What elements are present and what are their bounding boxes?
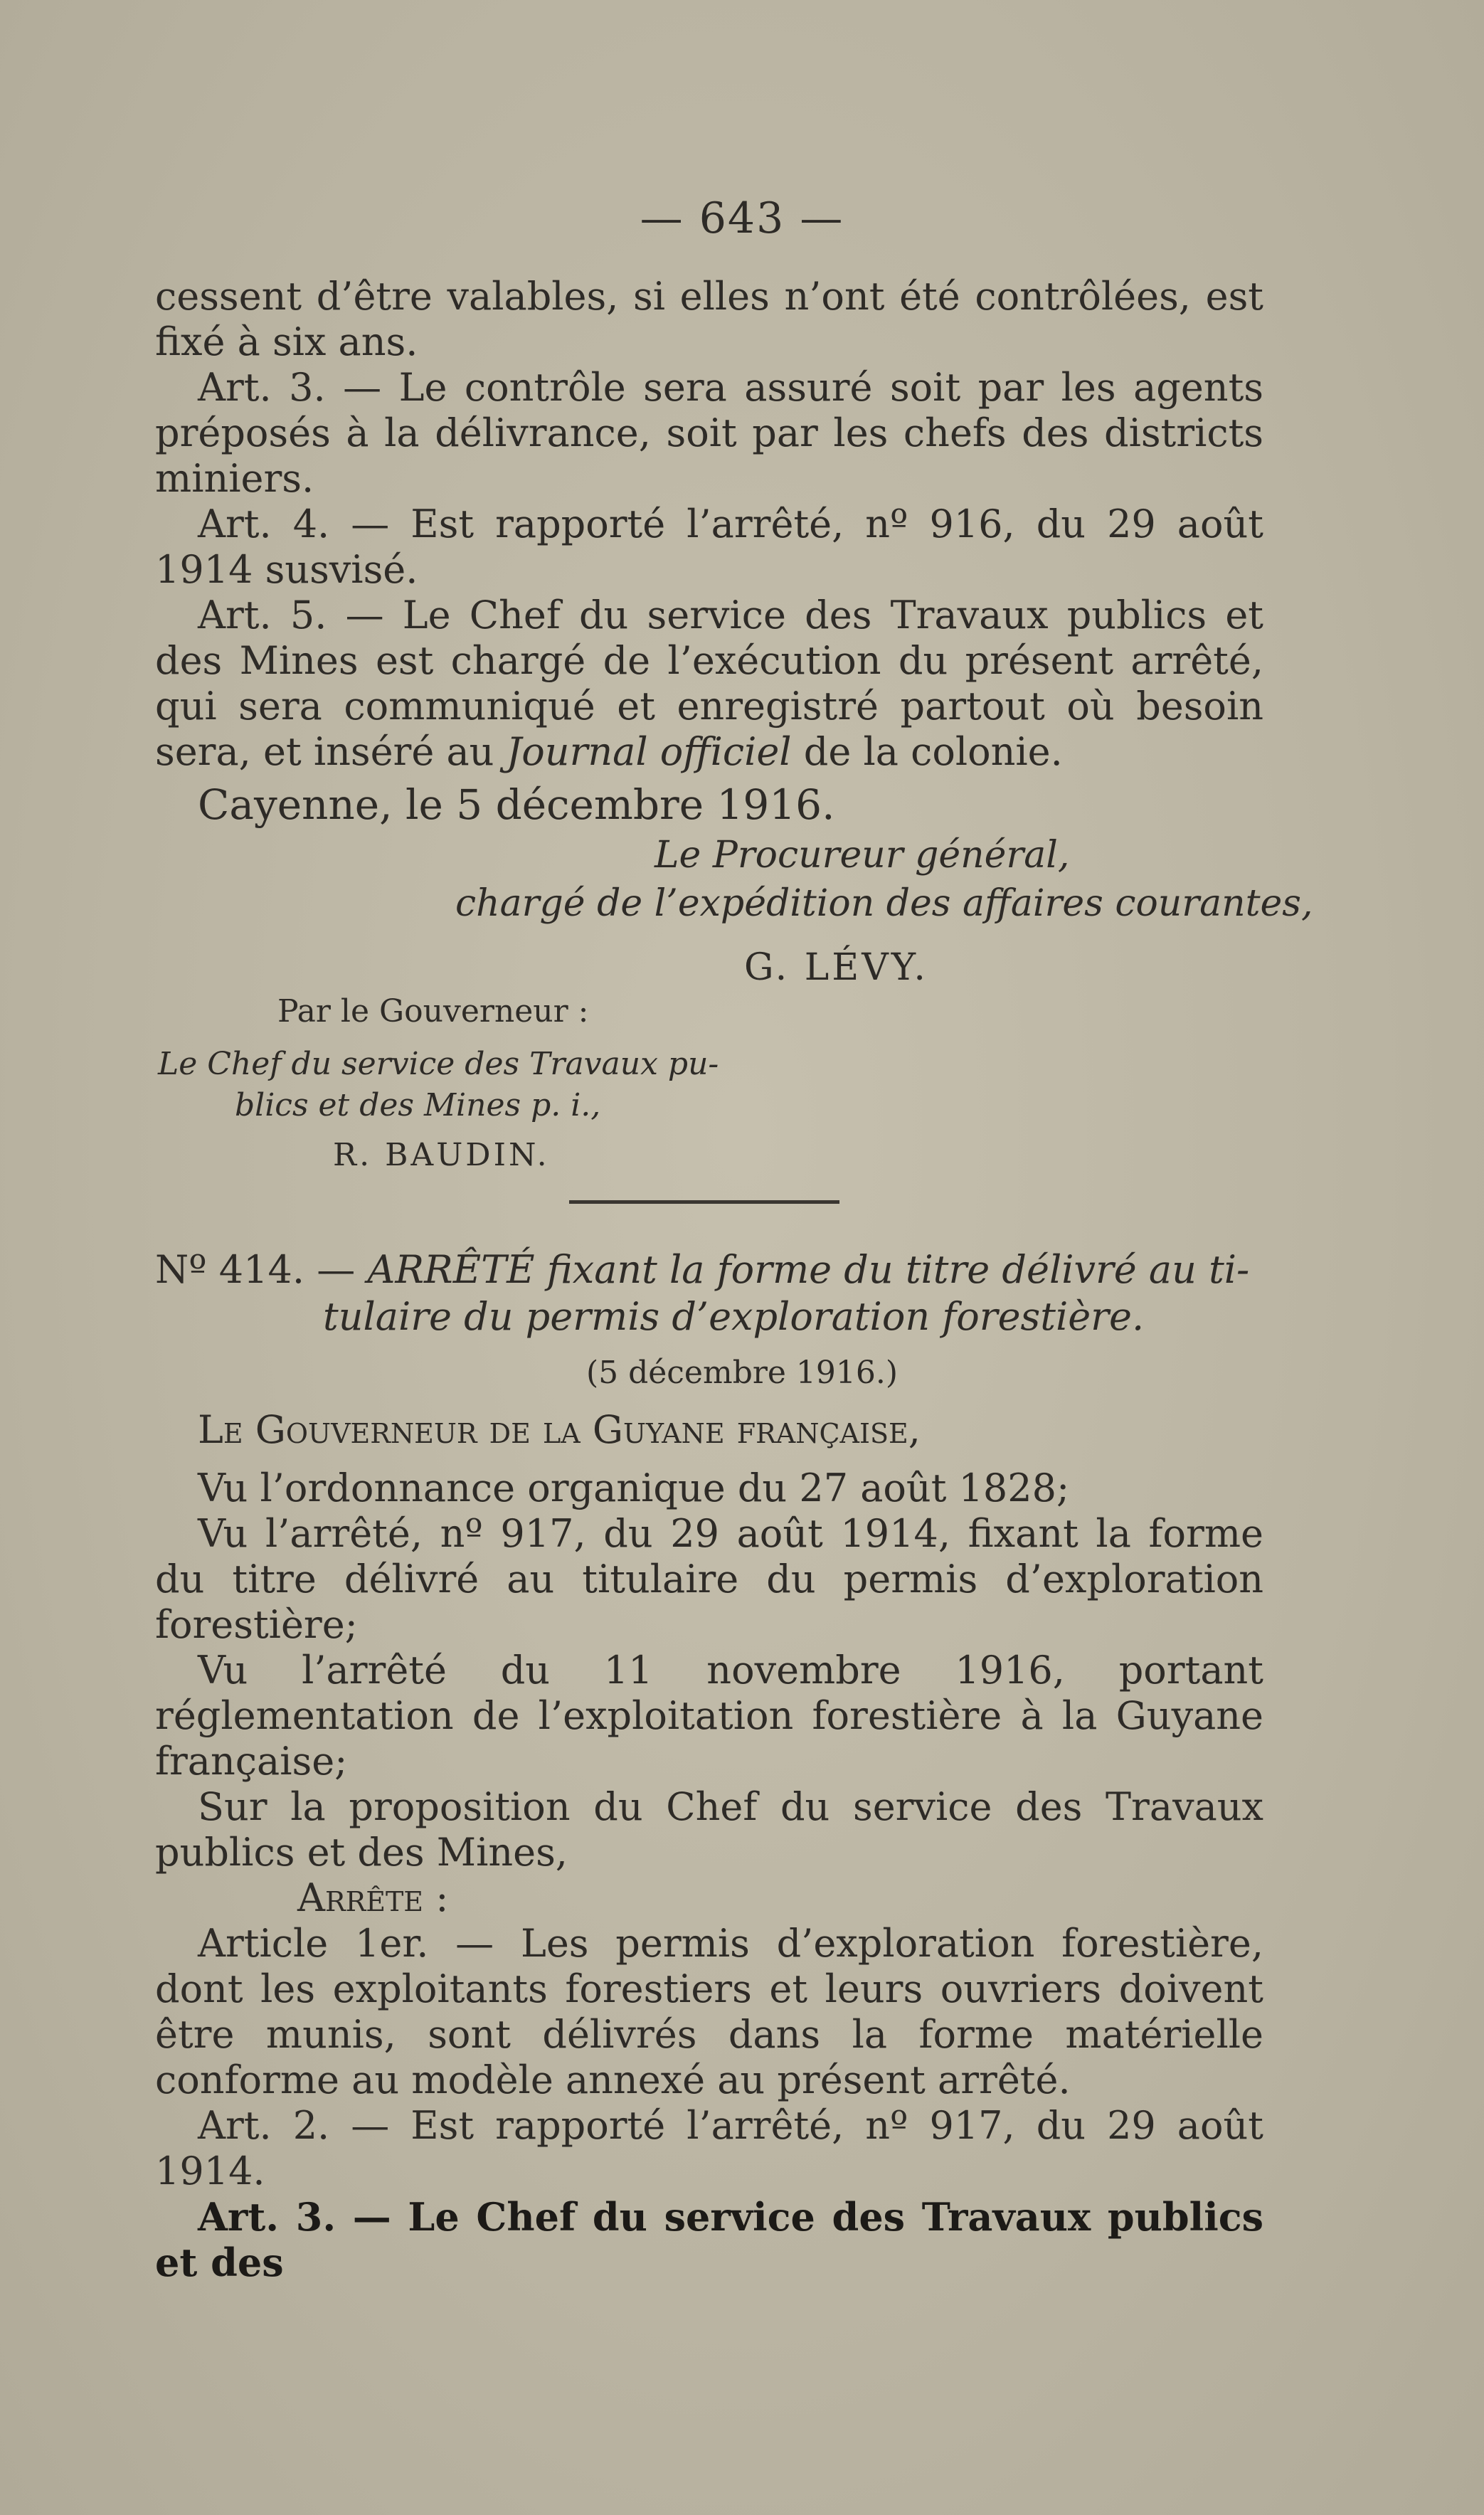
paragraph-art5 — [155, 593, 1263, 775]
signature-left-line1: Le Chef du service des Travaux pu- — [158, 1046, 719, 1082]
section-divider — [569, 1200, 839, 1204]
journal-officiel: Journal officiel — [506, 729, 792, 774]
signature-left-line2: blics et des Mines p. i., — [235, 1087, 601, 1123]
decree-number: Nº 414. — — [155, 1247, 356, 1292]
article-2: Art. 2. — Est rapporté l’arrêté, nº 917, du 29 août 1914. — [155, 2103, 1263, 2193]
signature-left-par: Par le Gouverneur : — [277, 993, 589, 1029]
decree-title-line1: ARRÊTÉ fixant la forme du titre délivré au ti- — [367, 1247, 1250, 1292]
decree-title-line2: tulaire du permis d’exploration forestière. — [323, 1294, 1145, 1339]
signature-right-name: G. LÉVY. — [744, 946, 928, 989]
decree-header — [155, 1246, 1263, 1340]
page-number: — 643 — — [640, 194, 844, 243]
article-3: Art. 3. — Le Chef du service des Travaux publics et des — [155, 2194, 1263, 2285]
vu-ordonnance: Vu l’ordonnance organique du 27 août 1828; — [198, 1466, 1070, 1510]
art5-end: de la colonie. — [791, 729, 1063, 774]
top-text-block — [155, 274, 1263, 827]
decree-date: (5 décembre 1916.) — [585, 1355, 899, 1391]
signature-right-subtitle: chargé de l’expédition des affaires courantes, — [455, 882, 1313, 925]
art5-text: Art. 5. — Le Chef du service des Travaux publics et des Mines est chargé de l’exécution du présent arrêté, qui sera communiqué et enregistré partout où besoin sera, et inséré au — [155, 593, 1263, 774]
governor-line: Le Gouverneur de la Guyane française, — [198, 1407, 921, 1452]
vu-arrete-11-novembre: Vu l’arrêté du 11 novembre 1916, portant réglementation de l’exploitation forestière à la Guyane française; — [155, 1648, 1263, 1784]
paragraph-art3: Art. 3. — Le contrôle sera assuré soit par les agents préposés à la délivrance, soit par les chefs des districts miniers. — [155, 365, 1263, 501]
paragraph-art4: Art. 4. — Est rapporté l’arrêté, nº 916, du 29 août 1914 susvisé. — [155, 502, 1263, 592]
sur-la-proposition: Sur la proposition du Chef du service des Travaux publics et des Mines, — [155, 1784, 1263, 1875]
vu-arrete-917: Vu l’arrêté, nº 917, du 29 août 1914, fixant la forme du titre délivré au titulaire du permis d’exploration forestière; — [155, 1511, 1263, 1647]
paragraph-continuation: cessent d’être valables, si elles n’ont été contrôlées, est fixé à six ans. — [155, 274, 1263, 364]
decree-body — [155, 1407, 1263, 2285]
signature-right-title: Le Procureur général, — [654, 834, 1070, 877]
signature-left-name: R. BAUDIN. — [333, 1137, 550, 1173]
place-date: Cayenne, le 5 décembre 1916. — [198, 780, 835, 829]
article-1: Article 1er. — Les permis d’exploration forestière, dont les exploitants forestiers et leurs ouvriers doivent être munis, sont délivrés dans la forme matérielle conforme au modèle annexé au présent arrêté. — [155, 1921, 1263, 2102]
arrete-heading: Arrête : — [297, 1875, 449, 1920]
